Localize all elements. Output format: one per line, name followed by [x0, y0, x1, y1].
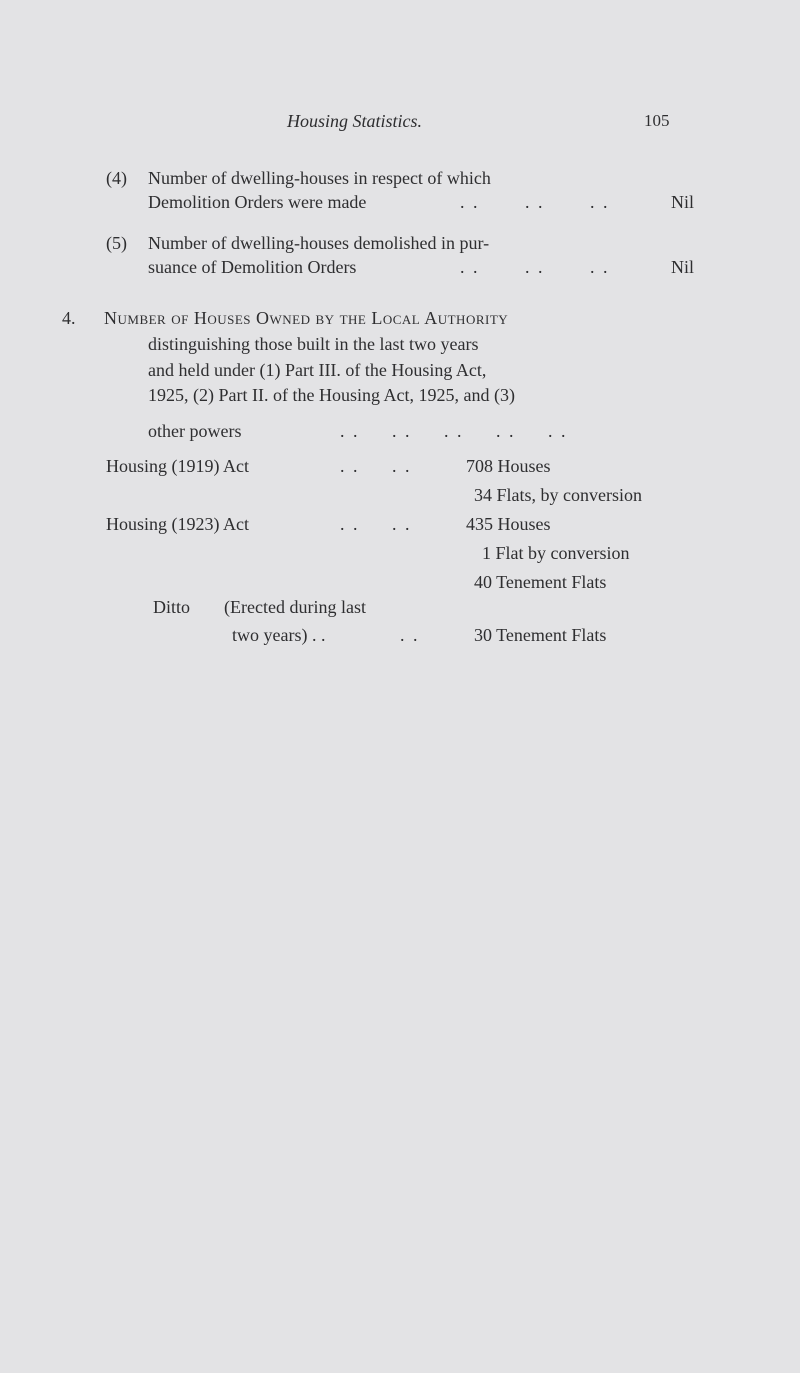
housing-1919-flats: 34 Flats, by conversion: [474, 485, 642, 505]
section-4-line4: 1925, (2) Part II. of the Housing Act, 1925, and (3): [148, 385, 515, 405]
item-5-leader-dots: . . . . . .: [460, 257, 610, 277]
ditto-line2: two years) . .: [232, 625, 326, 645]
item-4-text-line1: Number of dwelling-houses in respect of which: [148, 168, 491, 188]
item-4-leader-dots: . . . . . .: [460, 192, 610, 212]
housing-1919-leader-dots: . . . .: [340, 456, 412, 476]
item-4-number: (4): [106, 168, 127, 188]
housing-1919-houses: 708 Houses: [466, 456, 551, 476]
housing-1923-label: Housing (1923) Act: [106, 514, 249, 534]
ditto-line1: (Erected during last: [224, 597, 366, 617]
item-5-value: Nil: [671, 257, 695, 277]
item-5-text-line2: suance of Demolition Orders: [148, 257, 357, 277]
section-4-number: 4.: [62, 308, 76, 328]
ditto-leader-dots: . .: [400, 625, 420, 645]
page-number: 105: [644, 111, 670, 130]
section-4-line5: other powers: [148, 421, 242, 441]
section-4-line3: and held under (1) Part III. of the Housing Act,: [148, 360, 487, 380]
item-4-value: Nil: [671, 192, 695, 212]
section-4-leader-dots: . . . . . . . . . .: [340, 421, 568, 441]
housing-1923-tenement-flats: 40 Tenement Flats: [474, 572, 607, 592]
section-4-line2: distinguishing those built in the last two years: [148, 334, 479, 354]
housing-1923-houses: 435 Houses: [466, 514, 551, 534]
page-header-title: Housing Statistics.: [287, 111, 423, 131]
housing-1919-label: Housing (1919) Act: [106, 456, 249, 476]
housing-1923-leader-dots: . . . .: [340, 514, 412, 534]
ditto-label: Ditto: [153, 597, 191, 617]
housing-1923-flat: 1 Flat by conversion: [482, 543, 630, 563]
item-5-number: (5): [106, 233, 127, 253]
section-4-heading: Number of Houses Owned by the Local Authority: [104, 308, 509, 328]
ditto-value: 30 Tenement Flats: [474, 625, 607, 645]
item-5-text-line1: Number of dwelling-houses demolished in pur-: [148, 233, 490, 253]
item-4-text-line2: Demolition Orders were made: [148, 192, 367, 212]
